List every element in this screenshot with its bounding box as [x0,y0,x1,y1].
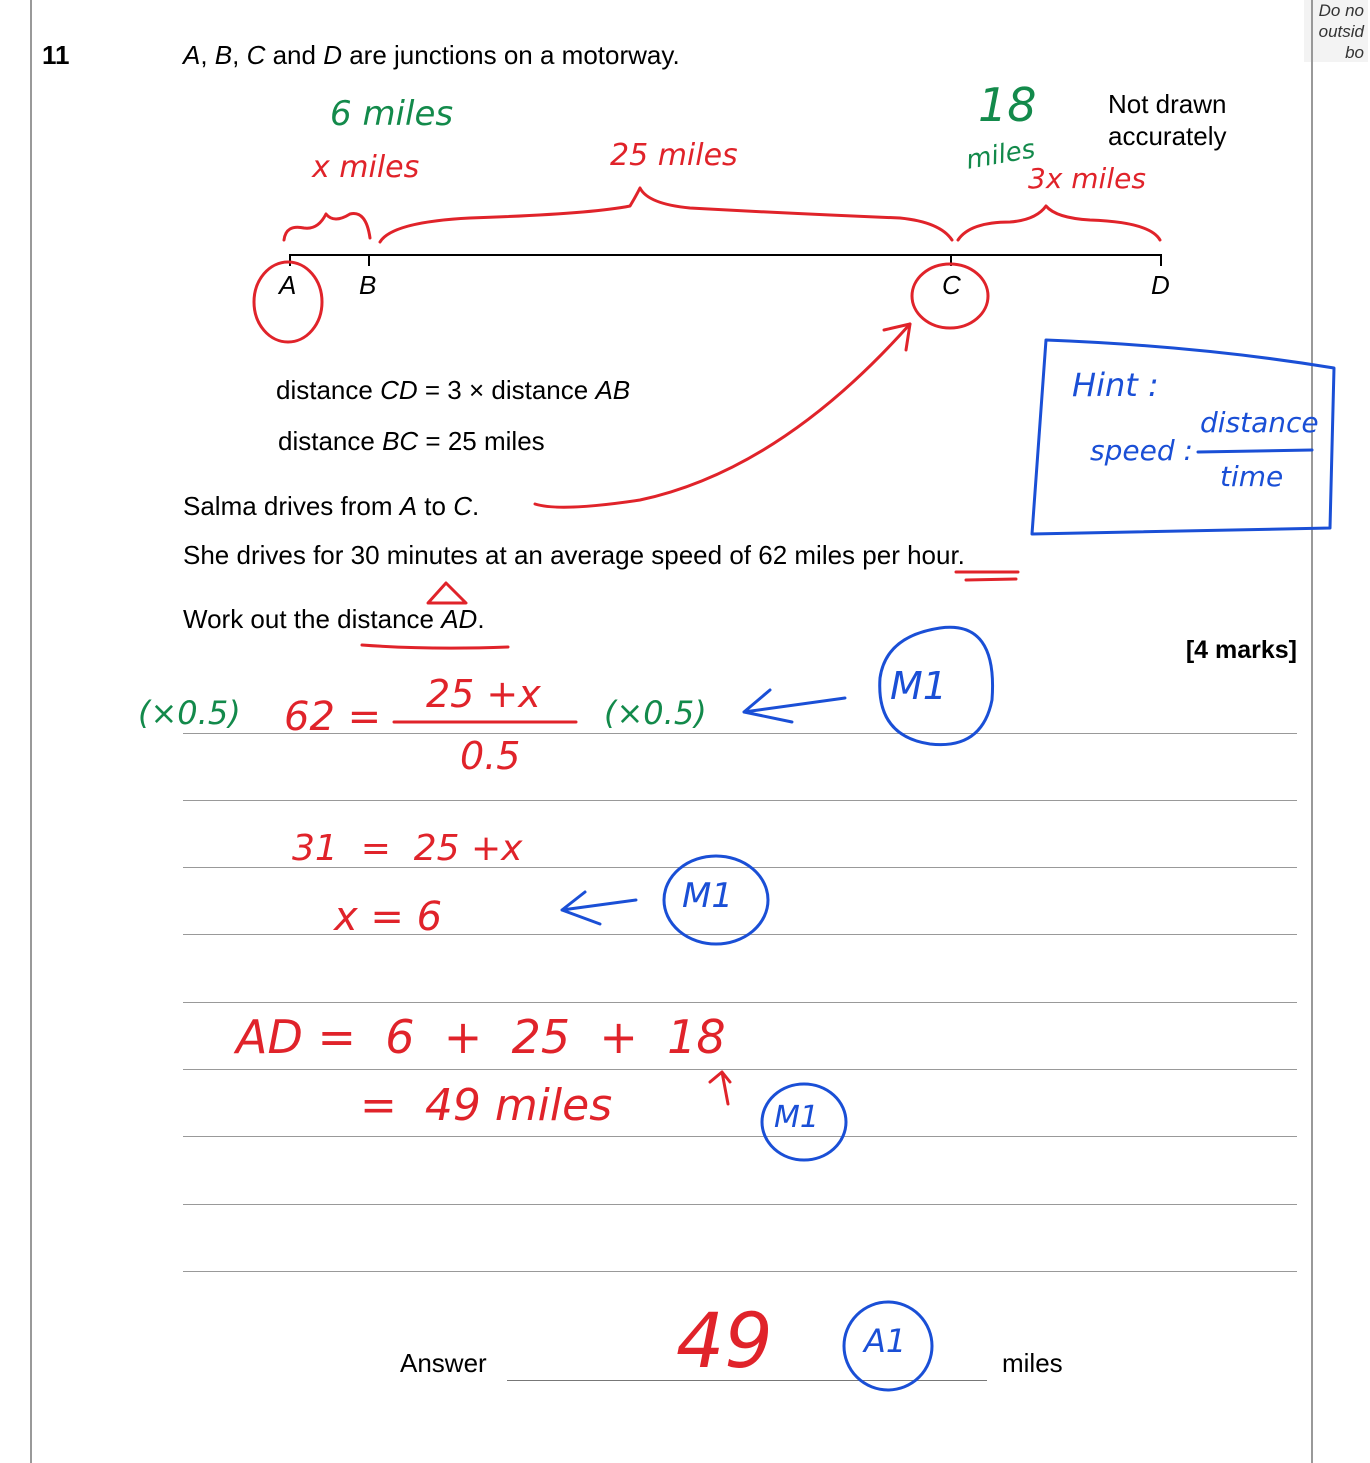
hw-times-half-left: (×0.5) [138,694,241,732]
hw-18: 18 [978,78,1037,132]
brace-bc [380,188,952,242]
fact-bc: distance BC = 25 miles [278,426,545,456]
arrow-to-c [535,324,910,507]
margin-line: outsid [1318,22,1364,41]
arrow-to-18 [710,1072,730,1104]
brace-ab [284,214,370,241]
junction-a-label: A [279,270,297,300]
hint-time: time [1220,460,1284,493]
arrow-m1-b [562,892,636,924]
hw-62-equals: 62 = [284,694,382,740]
hw-numerator: 25 +x [426,672,541,716]
margin-line: bo [1345,43,1364,62]
hint-speed: speed : [1090,434,1193,467]
hw-3x-miles: 3x miles [1028,162,1146,195]
junction-d-label: D [1151,270,1170,300]
hw-answer-value: 49 [676,1296,773,1385]
circle-c [912,264,988,328]
hw-times-half-right: (×0.5) [604,694,707,732]
question-line-2: She drives for 30 minutes at an average speed of 62 miles per hour. [183,540,965,570]
hw-step-3: x = 6 [334,894,443,940]
question-line-3: Work out the distance AD. [183,604,485,634]
marks-label: [4 marks] [1185,636,1297,664]
question-line-1: Salma drives from A to C. [183,491,480,521]
fact-cd: distance CD = 3 × distance AB [276,375,631,405]
hw-m1-second: M1 [682,876,733,916]
hint-distance: distance [1200,406,1319,439]
junction-b-label: B [359,270,377,300]
arrow-m1-a [744,690,845,722]
question-intro: A, B, C and D are junctions on a motorway. [183,40,680,70]
hw-25-miles: 25 miles [610,138,738,173]
hint-title: Hint : [1072,366,1159,404]
answer-label: Answer [400,1348,487,1378]
question-number: 11 [42,40,70,70]
answer-unit: miles [1002,1348,1063,1378]
hw-step-5: = 49 miles [360,1080,613,1131]
hw-6-miles: 6 miles [330,94,454,134]
hw-m1-first: M1 [890,664,947,708]
triangle-mark [428,583,466,603]
circle-a [254,262,322,342]
hw-miles-green: miles [963,134,1038,176]
not-drawn-note: Not drawn accurately [1108,89,1227,151]
hint-fraction-line [1198,450,1312,452]
hw-step-4: AD = 6 + 25 + 18 [236,1010,726,1064]
margin-line: Do no [1318,1,1364,20]
hw-m1-third: M1 [774,1100,819,1135]
underline-distance [362,645,508,648]
hw-a1: A1 [864,1322,907,1360]
underline-hour [956,572,1018,580]
junction-c-label: C [942,270,961,300]
hw-step-2: 31 = 25 +x [292,828,523,869]
hw-denominator: 0.5 [460,734,521,778]
hw-x-miles: x miles [312,150,420,185]
brace-cd [958,206,1160,240]
